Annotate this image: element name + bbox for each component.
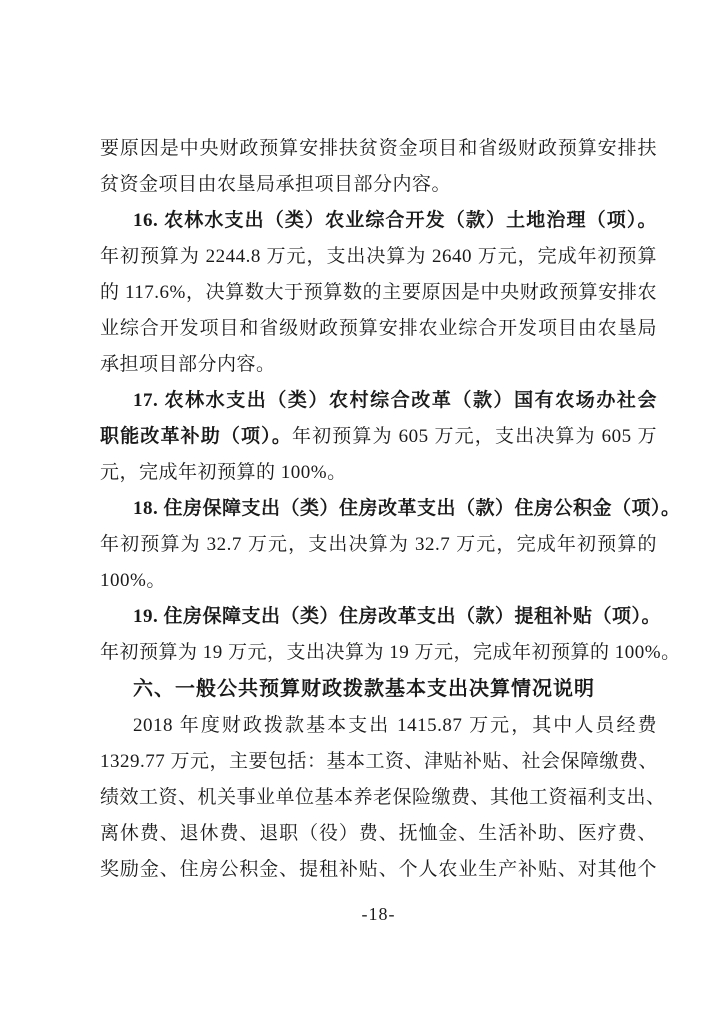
body-text-line (100, 275, 657, 311)
page-number: -18- (361, 904, 396, 924)
body-text: 承担项目部分内容。 (100, 354, 276, 375)
body-text-line (100, 563, 657, 599)
item-19-heading-line (100, 599, 662, 635)
body-text: 的 117.6%，决算数大于预算数的主要原因是中央财政预算安排农 (100, 282, 657, 303)
body-text: 要原因是中央财政预算安排扶贫资金项目和省级财政预算安排扶 (100, 138, 657, 159)
body-text-line (100, 744, 657, 780)
body-text: 1329.77 万元，主要包括：基本工资、津贴补贴、社会保障缴费、 (100, 751, 659, 772)
item-18-heading: 18. 住房保障支出（类）住房改革支出（款）住房公积金（项）。 (133, 498, 681, 519)
body-text: 年初预算为 605 万元，支出决算为 605 万 (291, 426, 657, 447)
body-text-line (100, 708, 657, 744)
body-text: 年初预算为 2244.8 万元，支出决算为 2640 万元，完成年初预算 (100, 246, 657, 267)
body-text-line (100, 347, 657, 383)
body-text-line (100, 816, 657, 852)
body-text: 年初预算为 19 万元，支出决算为 19 万元，完成年初预算的 100%。 (100, 642, 681, 663)
body-text: 年初预算为 32.7 万元，支出决算为 32.7 万元，完成年初预算的 (100, 534, 657, 555)
body-text: 奖励金、住房公积金、提租补贴、个人农业生产补贴、对其他个 (100, 859, 657, 880)
item-16-heading-line (100, 203, 657, 239)
item-17-heading-line (100, 383, 657, 419)
item-17-heading-continuation: 职能改革补助（项）。 (100, 426, 292, 447)
body-text-line (100, 852, 657, 888)
body-text: 2018 年度财政拨款基本支出 1415.87 万元，其中人员经费 (133, 715, 657, 736)
section-6-heading: 六、一般公共预算财政拨款基本支出决算情况说明 (133, 678, 595, 700)
item-18-heading-line (100, 491, 681, 527)
body-text-line (100, 131, 657, 167)
body-text-line (100, 455, 657, 491)
body-text: 绩效工资、机关事业单位基本养老保险缴费、其他工资福利支出、 (100, 787, 666, 808)
body-text: 业综合开发项目和省级财政预算安排农业综合开发项目由农垦局 (100, 318, 657, 339)
body-text: 100%。 (100, 570, 166, 591)
item-16-heading: 16. 农林水支出（类）农业综合开发（款）土地治理（项）。 (133, 210, 657, 231)
body-text-line (100, 419, 657, 455)
body-text-line (100, 311, 657, 347)
body-text-line (100, 780, 666, 816)
body-text-line (100, 527, 657, 563)
body-text: 离休费、退休费、退职（役）费、抚恤金、生活补助、医疗费、 (100, 823, 657, 844)
body-text-line (100, 167, 657, 203)
item-19-heading: 19. 住房保障支出（类）住房改革支出（款）提租补贴（项）。 (133, 606, 662, 627)
section-6-heading-line (100, 671, 657, 708)
item-17-heading: 17. 农林水支出（类）农村综合改革（款）国有农场办社会 (133, 390, 657, 411)
page-body (100, 131, 681, 888)
body-text-line (100, 635, 681, 671)
body-text: 贫资金项目由农垦局承担项目部分内容。 (100, 174, 452, 195)
body-text: 元，完成年初预算的 100%。 (100, 462, 347, 483)
body-text-line (100, 239, 657, 275)
